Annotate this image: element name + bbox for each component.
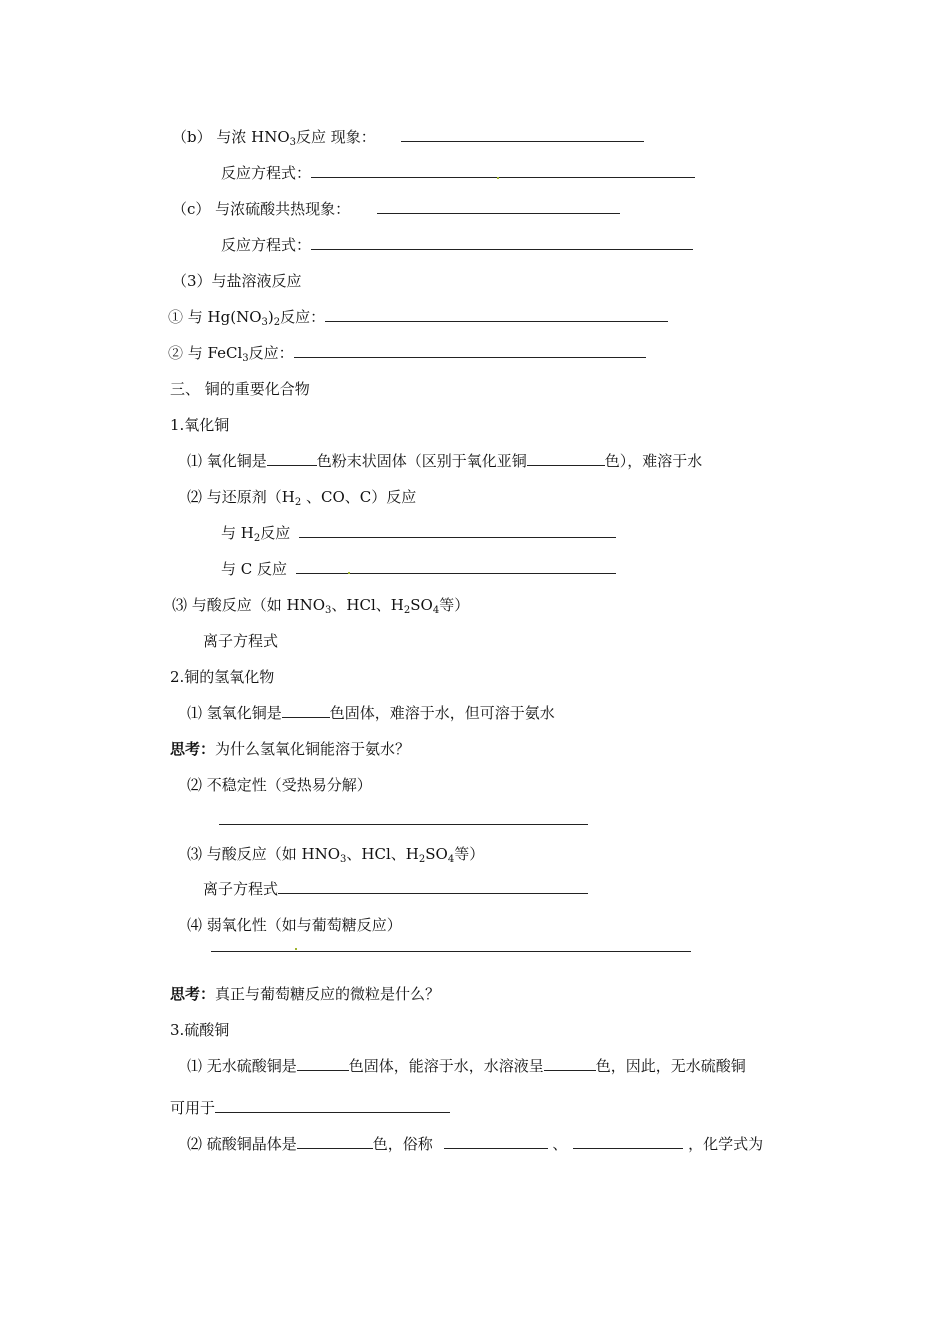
text: ⑵ 硫酸铜晶体是 bbox=[187, 1135, 297, 1153]
line-oh-2 bbox=[187, 775, 372, 795]
text: 色粉末状固体（区别于氧化亚铜 bbox=[316, 452, 527, 470]
text: 三、 铜的重要化合物 bbox=[170, 380, 310, 398]
answer-blank[interactable] bbox=[219, 810, 588, 825]
think-label: 思考： bbox=[170, 740, 216, 758]
answer-blank[interactable] bbox=[215, 1098, 450, 1113]
heading-hydroxide bbox=[170, 667, 274, 687]
line-oh-2-blank bbox=[219, 810, 588, 830]
line-cuo-3 bbox=[172, 595, 469, 621]
line-cuo-2 bbox=[187, 487, 416, 513]
text: 与 H bbox=[221, 524, 254, 542]
text: 真正与葡萄糖反应的微粒是什么？ bbox=[215, 985, 441, 1003]
subscript: 2 bbox=[273, 317, 281, 328]
answer-blank[interactable] bbox=[444, 1134, 548, 1149]
text: ⑴ 无水硫酸铜是 bbox=[187, 1057, 297, 1075]
answer-blank[interactable] bbox=[297, 1056, 349, 1071]
mark-dot bbox=[348, 572, 350, 574]
subscript: 3 bbox=[325, 605, 332, 616]
text: ⑵ 不稳定性（受热易分解） bbox=[187, 776, 372, 794]
text: 反应： bbox=[280, 308, 326, 326]
text: SO bbox=[425, 845, 448, 863]
text: ⑶ 与酸反应（如 HNO bbox=[172, 596, 326, 614]
text: ② 与 FeCl bbox=[168, 344, 243, 362]
line-think-1 bbox=[170, 739, 410, 759]
text: ⑵ 与还原剂（H bbox=[187, 488, 295, 506]
subscript: 4 bbox=[447, 854, 455, 865]
subscript: 2 bbox=[418, 854, 426, 865]
answer-blank[interactable] bbox=[401, 127, 644, 142]
line-cs-2 bbox=[187, 1134, 763, 1154]
line-fe bbox=[168, 343, 646, 369]
text: 与 C 反应 bbox=[221, 560, 288, 578]
text: 2.铜的氢氧化物 bbox=[170, 668, 275, 686]
text: 色，因此，无水硫酸铜 bbox=[595, 1057, 746, 1075]
text: 离子方程式 bbox=[203, 632, 279, 650]
answer-blank[interactable] bbox=[211, 937, 691, 952]
text: ⑶ 与酸反应（如 HNO bbox=[187, 845, 341, 863]
answer-blank[interactable] bbox=[325, 307, 668, 322]
answer-blank[interactable] bbox=[267, 451, 317, 466]
text: 反应 bbox=[260, 524, 291, 542]
text: ⑷ 弱氧化性（如与葡萄糖反应） bbox=[187, 916, 402, 934]
line-b-hno3 bbox=[172, 127, 644, 153]
text: 、 bbox=[547, 1135, 568, 1153]
subscript: 3 bbox=[340, 854, 347, 865]
subscript: 3 bbox=[261, 317, 268, 328]
subscript: 3 bbox=[242, 353, 249, 364]
text: 色固体，能溶于水，水溶液呈 bbox=[348, 1057, 544, 1075]
text: 色固体，难溶于水，但可溶于氨水 bbox=[329, 704, 555, 722]
answer-blank[interactable] bbox=[296, 559, 616, 574]
line-oh-4 bbox=[187, 915, 402, 935]
text: 反应 现象： bbox=[296, 128, 376, 146]
section-3 bbox=[170, 379, 310, 399]
subscript: 2 bbox=[403, 605, 411, 616]
text: SO bbox=[410, 596, 433, 614]
heading-salt bbox=[172, 271, 302, 291]
text: ⑴ 氢氧化铜是 bbox=[187, 704, 282, 722]
line-think-2 bbox=[170, 984, 440, 1004]
text: （c） 与浓硫酸共热现象： bbox=[172, 200, 351, 218]
heading-cuso4 bbox=[170, 1020, 229, 1040]
line-cs-1 bbox=[187, 1056, 746, 1076]
answer-blank[interactable] bbox=[299, 523, 616, 538]
line-oh-4-blank bbox=[211, 937, 691, 957]
line-c bbox=[221, 559, 616, 579]
text: 等） bbox=[439, 596, 470, 614]
text: 色，俗称 bbox=[372, 1135, 438, 1153]
subscript: 2 bbox=[294, 497, 302, 508]
answer-blank[interactable] bbox=[311, 235, 693, 250]
text: 离子方程式 bbox=[203, 880, 279, 898]
text: 1.氧化铜 bbox=[170, 416, 230, 434]
text: （3）与盐溶液反应 bbox=[172, 272, 302, 290]
text: 为什么氢氧化铜能溶于氨水？ bbox=[215, 740, 411, 758]
text: 色），难溶于水 bbox=[604, 452, 703, 470]
answer-blank[interactable] bbox=[278, 879, 588, 894]
line-ion-1 bbox=[203, 631, 278, 651]
mark-dot bbox=[295, 948, 297, 950]
answer-blank[interactable] bbox=[282, 703, 330, 718]
text: ) bbox=[267, 308, 274, 326]
text: 、HCl、H bbox=[331, 596, 404, 614]
line-c-h2so4 bbox=[172, 199, 620, 219]
line-cuo-1 bbox=[187, 451, 702, 471]
text: 可用于 bbox=[170, 1099, 216, 1117]
line-hg bbox=[168, 307, 668, 333]
subscript: 3 bbox=[289, 137, 297, 148]
line-oh-3 bbox=[187, 844, 484, 870]
text: 、CO、C）反应 bbox=[301, 488, 417, 506]
text: 反应： bbox=[248, 344, 294, 362]
text: ① 与 Hg(NO bbox=[168, 308, 262, 326]
text: 3.硫酸铜 bbox=[170, 1021, 230, 1039]
text: ，化学式为 bbox=[683, 1135, 764, 1153]
subscript: 4 bbox=[432, 605, 440, 616]
text: 反应方程式： bbox=[221, 164, 312, 182]
line-ion-2 bbox=[203, 879, 588, 899]
line-c-equation bbox=[221, 235, 693, 255]
text: 、HCl、H bbox=[346, 845, 419, 863]
text: ⑴ 氧化铜是 bbox=[187, 452, 267, 470]
line-b-equation bbox=[221, 163, 695, 183]
text: （b） 与浓 HNO bbox=[172, 128, 290, 146]
line-cs-1-use bbox=[170, 1098, 450, 1118]
line-oh-1 bbox=[187, 703, 555, 723]
text: 等） bbox=[454, 845, 485, 863]
answer-blank[interactable] bbox=[544, 1056, 596, 1071]
mark-dot bbox=[497, 177, 499, 179]
answer-blank[interactable] bbox=[527, 451, 605, 466]
answer-blank[interactable] bbox=[297, 1134, 373, 1149]
line-h2 bbox=[221, 523, 616, 549]
answer-blank[interactable] bbox=[573, 1134, 683, 1149]
heading-cuo bbox=[170, 415, 229, 435]
subscript: 2 bbox=[253, 533, 261, 544]
think-label: 思考： bbox=[170, 985, 216, 1003]
answer-blank[interactable] bbox=[311, 163, 695, 178]
text: 反应方程式： bbox=[221, 236, 312, 254]
answer-blank[interactable] bbox=[377, 199, 620, 214]
answer-blank[interactable] bbox=[294, 343, 646, 358]
